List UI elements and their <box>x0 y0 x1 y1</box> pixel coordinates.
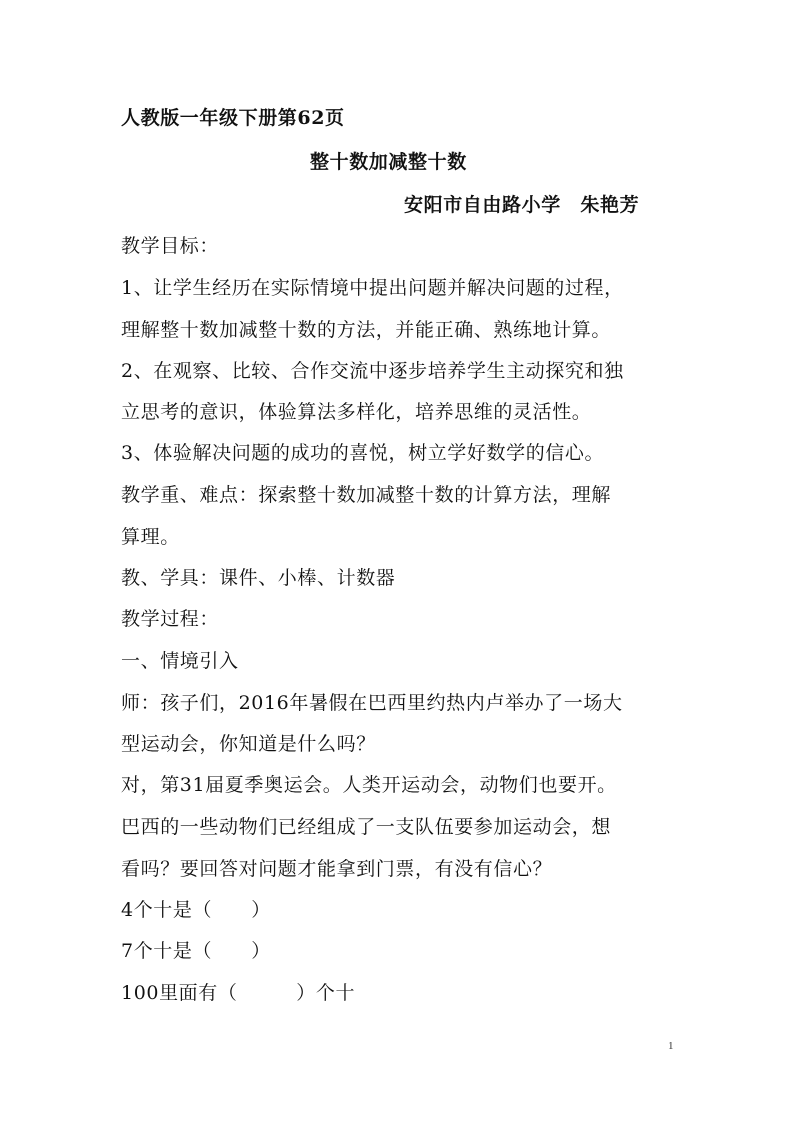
part-1-heading: 一、情境引入 <box>121 650 239 672</box>
paragraph-line-1: 师：孩子们，2016年暑假在巴西里约热内卢举办了一场大 <box>121 692 623 714</box>
question-3: 100里面有（ ）个十 <box>121 982 356 1004</box>
author-line: 安阳市自由路小学 朱艳芳 <box>404 194 640 216</box>
question-1: 4个十是（ ） <box>121 899 271 921</box>
paragraph-line-5: 看吗？要回答对问题才能拿到门票，有没有信心？ <box>121 858 553 880</box>
objective-1-line-1: 1、让学生经历在实际情境中提出问题并解决问题的过程， <box>121 277 624 299</box>
paragraph-line-3: 对，第31届夏季奥运会。人类开运动会，动物们也要开。 <box>121 774 617 796</box>
teaching-tools: 教、学具：课件、小棒、计数器 <box>121 567 396 589</box>
objective-2-line-2: 立思考的意识，体验算法多样化，培养思维的灵活性。 <box>121 401 592 423</box>
key-points-line-1: 教学重、难点：探索整十数加减整十数的计算方法，理解 <box>121 484 612 506</box>
lesson-title: 整十数加减整十数 <box>310 151 467 173</box>
objective-3: 3、体验解决问题的成功的喜悦，树立学好数学的信心。 <box>121 442 605 464</box>
question-2: 7个十是（ ） <box>121 940 271 962</box>
objective-1-line-2: 理解整十数加减整十数的方法，并能正确、熟练地计算。 <box>121 319 612 341</box>
objectives-heading: 教学目标： <box>121 235 220 257</box>
paragraph-line-2: 型运动会，你知道是什么吗？ <box>121 733 376 755</box>
objective-2-line-1: 2、在观察、比较、合作交流中逐步培养学生主动探究和独 <box>121 360 624 382</box>
process-heading: 教学过程： <box>121 608 220 630</box>
key-points-line-2: 算理。 <box>121 526 180 548</box>
page-number: 1 <box>668 1040 674 1052</box>
paragraph-line-4: 巴西的一些动物们已经组成了一支队伍要参加运动会，想 <box>121 816 612 838</box>
course-reference: 人教版一年级下册第62页 <box>121 107 345 129</box>
